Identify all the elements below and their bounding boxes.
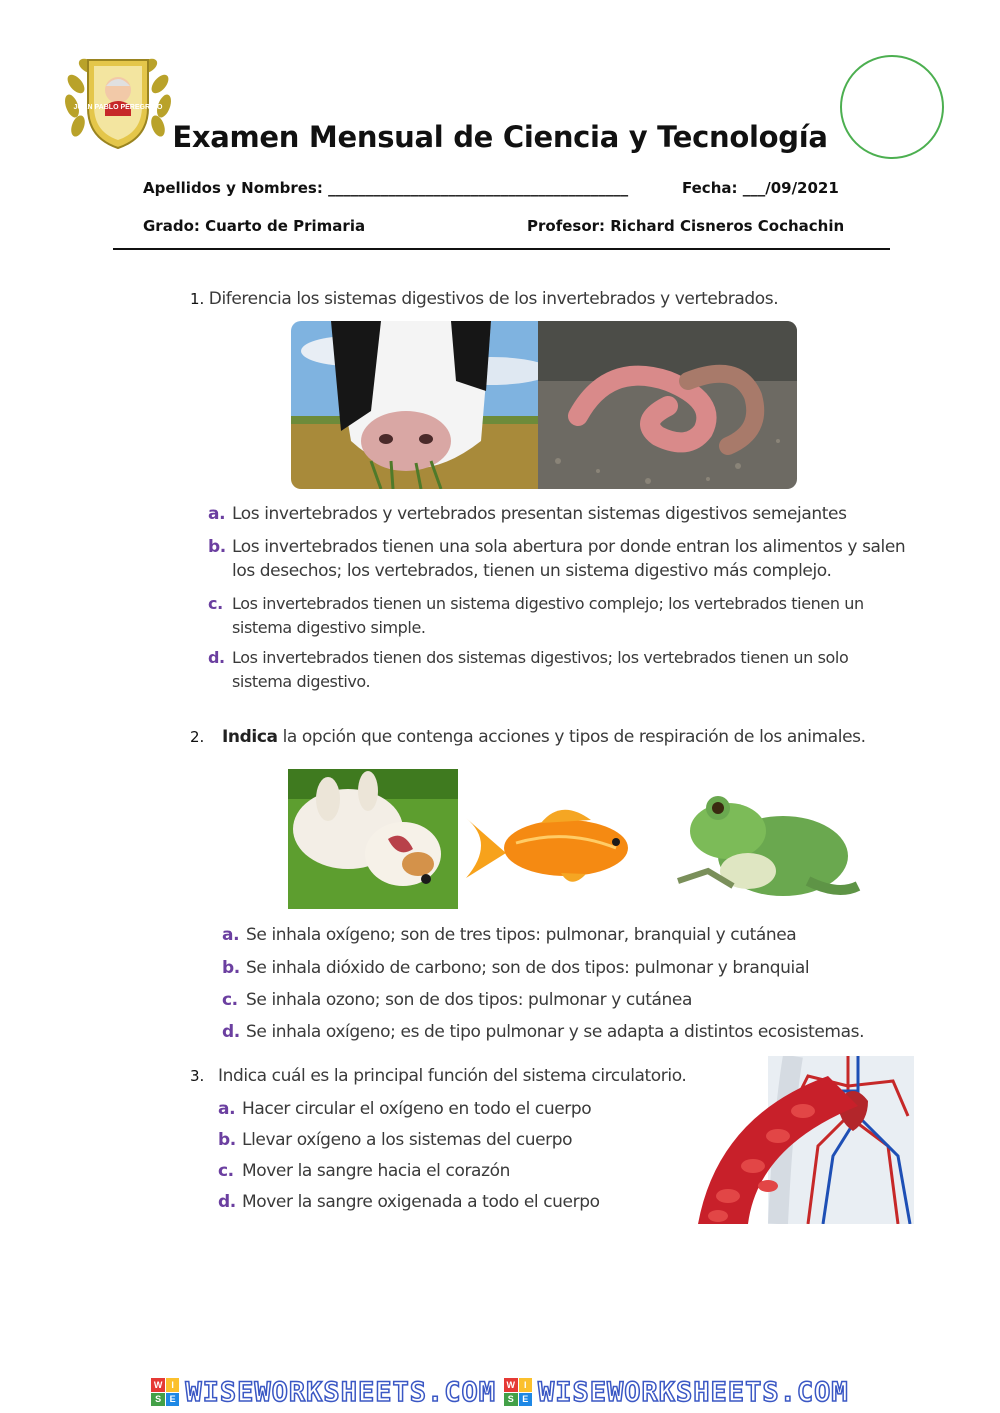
date-field-label[interactable]: Fecha: ___/09/2021 <box>682 179 839 197</box>
earthworm-image <box>538 321 797 489</box>
teacher-label: Profesor: Richard Cisneros Cochachin <box>527 217 845 235</box>
watermark-box-icon: W I S E <box>504 1378 532 1406</box>
watermark-logo-2 <box>504 1377 849 1408</box>
question-1-prompt: 1. Diferencia los sistemas digestivos de los invertebrados y vertebrados. <box>190 289 779 309</box>
question-1-option-b[interactable]: b. Los invertebrados tienen una sola abertura por donde entran los alimentos y salen los desechos; los vertebrados, tienen un sistema digestivo más complejo. <box>208 537 906 581</box>
question-2-option-d[interactable]: d. Se inhala oxígeno; es de tipo pulmonar y se adapta a distintos ecosistemas. <box>222 1022 865 1042</box>
page-title: Examen Mensual de Ciencia y Tecnología <box>172 120 828 154</box>
watermark-text: WISEWORKSHEETS.COM <box>538 1376 849 1408</box>
question-2-option-b[interactable]: b. Se inhala dióxido de carbono; son de dos tipos: pulmonar y branquial <box>222 958 810 978</box>
watermark-box-icon: W I S E <box>151 1378 179 1406</box>
watermark-text: WISEWORKSHEETS.COM <box>185 1376 496 1408</box>
question-1-option-a[interactable]: a. Los invertebrados y vertebrados presentan sistemas digestivos semejantes <box>208 504 847 524</box>
watermark-logo-1 <box>151 1377 496 1408</box>
question-2-prompt: 2. Indica la opción que contenga acciones y tipos de respiración de los animales. <box>190 727 866 747</box>
question-3-option-b[interactable]: b. Llevar oxígeno a los sistemas del cuerpo <box>218 1130 573 1150</box>
question-1-option-c[interactable]: c. Los invertebrados tienen un sistema digestivo complejo; los vertebrados tienen un sistema digestivo simple. <box>208 594 864 637</box>
question-1-option-d[interactable]: d. Los invertebrados tienen dos sistemas digestivos; los vertebrados tienen un solo sistema digestivo. <box>208 648 849 691</box>
cow-image <box>291 321 538 489</box>
frog-image <box>658 786 862 906</box>
watermark-footer <box>0 1374 1000 1410</box>
circulatory-system-image <box>698 1056 914 1224</box>
seal-text: JUAN PABLO PEREGRINO <box>73 104 163 111</box>
question-3-option-c[interactable]: c. Mover la sangre hacia el corazón <box>218 1161 510 1181</box>
question-3-option-d[interactable]: d. Mover la sangre oxigenada a todo el cuerpo <box>218 1192 600 1212</box>
name-field-label[interactable]: Apellidos y Nombres: ________________________________________ <box>143 179 629 197</box>
question-2-option-c[interactable]: c. Se inhala ozono; son de dos tipos: pulmonar y cutánea <box>222 990 692 1010</box>
dog-image <box>288 769 458 909</box>
question-3-option-a[interactable]: a. Hacer circular el oxígeno en todo el cuerpo <box>218 1099 592 1119</box>
header-divider <box>113 248 890 250</box>
question-3-prompt: 3. Indica cuál es la principal función del sistema circulatorio. <box>190 1066 687 1086</box>
grade-label: Grado: Cuarto de Primaria <box>143 217 366 235</box>
goldfish-image <box>466 798 648 890</box>
question-2-option-a[interactable]: a. Se inhala oxígeno; son de tres tipos: pulmonar, branquial y cutánea <box>222 925 797 945</box>
